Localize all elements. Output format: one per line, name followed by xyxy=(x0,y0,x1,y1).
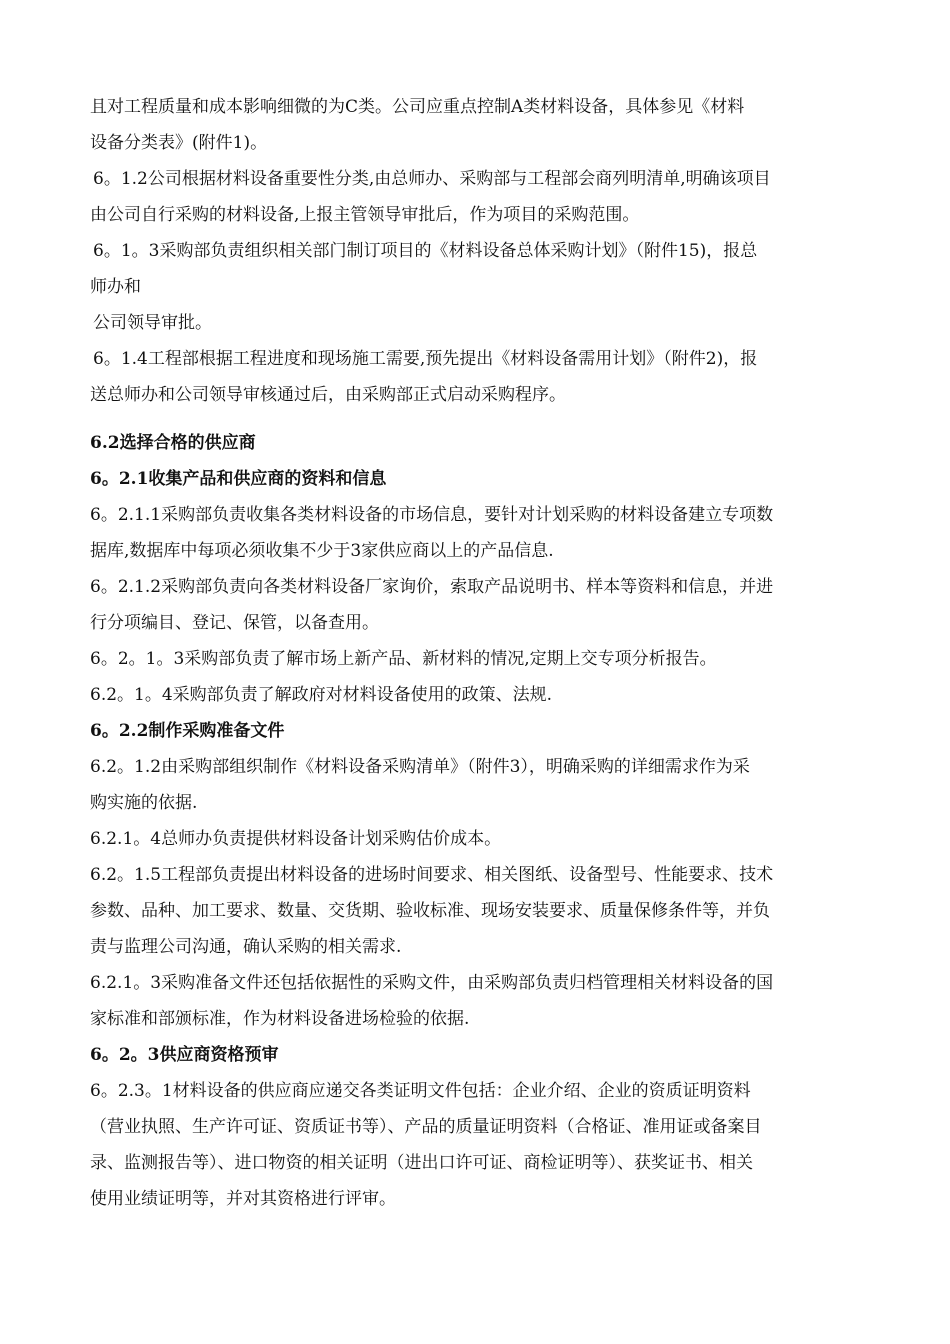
paragraph-line: 6.2。1。4采购部负责了解政府对材料设备使用的政策、法规. xyxy=(90,685,553,705)
paragraph-line: 6。1.4工程部根据工程进度和现场施工需要,预先提出《材料设备需用计划》（附件2)，报 xyxy=(93,349,758,369)
paragraph-line: 由公司自行采购的材料设备,上报主管领导审批后，作为项目的采购范围。 xyxy=(90,205,640,225)
paragraph-line: 送总师办和公司领导审核通过后，由采购部正式启动采购程序。 xyxy=(90,385,566,405)
paragraph-line: 参数、品种、加工要求、数量、交货期、验收标准、现场安装要求、质量保修条件等，并负 xyxy=(90,901,770,921)
paragraph-line: 6。2.1.1采购部负责收集各类材料设备的市场信息，要针对计划采购的材料设备建立专项数 xyxy=(90,505,774,525)
paragraph-line: 6.2。1.2由采购部组织制作《材料设备采购清单》（附件3），明确采购的详细需求作为采 xyxy=(90,757,750,777)
paragraph-line: 且对工程质量和成本影响细微的为C类。公司应重点控制A类材料设备，具体参见《材料 xyxy=(90,97,745,117)
paragraph-line: 师办和 xyxy=(90,277,141,297)
paragraph-line: 据库,数据库中每项必须收集不少于3家供应商以上的产品信息. xyxy=(90,541,554,561)
subsection-heading: 6。2.1收集产品和供应商的资料和信息 xyxy=(90,469,387,489)
paragraph-line: 责与监理公司沟通，确认采购的相关需求. xyxy=(90,937,402,957)
paragraph-line: 6。1。3采购部负责组织相关部门制订项目的《材料设备总体采购计划》（附件15)，报总 xyxy=(93,241,758,261)
paragraph-line: 6.2.1。4总师办负责提供材料设备计划采购估价成本。 xyxy=(90,829,502,849)
section-heading: 6.2选择合格的供应商 xyxy=(90,433,256,453)
paragraph-line: （营业执照、生产许可证、资质证书等）、产品的质量证明资料（合格证、准用证或备案目 xyxy=(90,1117,762,1137)
paragraph-line: 行分项编目、登记、保管，以备查用。 xyxy=(90,613,379,633)
paragraph-line: 录、监测报告等）、进口物资的相关证明（进出口许可证、商检证明等）、获奖证书、相关 xyxy=(90,1153,753,1173)
paragraph-line: 6。2.1.2采购部负责向各类材料设备厂家询价，索取产品说明书、样本等资料和信息，并进 xyxy=(90,577,774,597)
paragraph-line: 6。2。1。3采购部负责了解市场上新产品、新材料的情况,定期上交专项分析报告。 xyxy=(90,649,717,669)
paragraph-line: 购实施的依据. xyxy=(90,793,198,813)
paragraph-line: 设备分类表》(附件1)。 xyxy=(90,133,268,153)
paragraph-line: 6.2.1。3采购准备文件还包括依据性的采购文件，由采购部负责归档管理相关材料设备的国 xyxy=(90,973,774,993)
subsection-heading: 6。2.2制作采购准备文件 xyxy=(90,721,285,741)
paragraph-line: 家标准和部颁标准，作为材料设备进场检验的依据. xyxy=(90,1009,470,1029)
paragraph-line: 6.2。1.5工程部负责提出材料设备的进场时间要求、相关图纸、设备型号、性能要求、技术 xyxy=(90,865,774,885)
paragraph-line: 6。2.3。1材料设备的供应商应递交各类证明文件包括：企业介绍、企业的资质证明资料 xyxy=(90,1081,751,1101)
subsection-heading: 6。2。3供应商资格预审 xyxy=(90,1045,279,1065)
paragraph-line: 6。1.2公司根据材料设备重要性分类,由总师办、采购部与工程部会商列明清单,明确该项目 xyxy=(93,169,771,189)
paragraph-line: 公司领导审批。 xyxy=(93,313,212,333)
paragraph-line: 使用业绩证明等，并对其资格进行评审。 xyxy=(90,1189,396,1209)
